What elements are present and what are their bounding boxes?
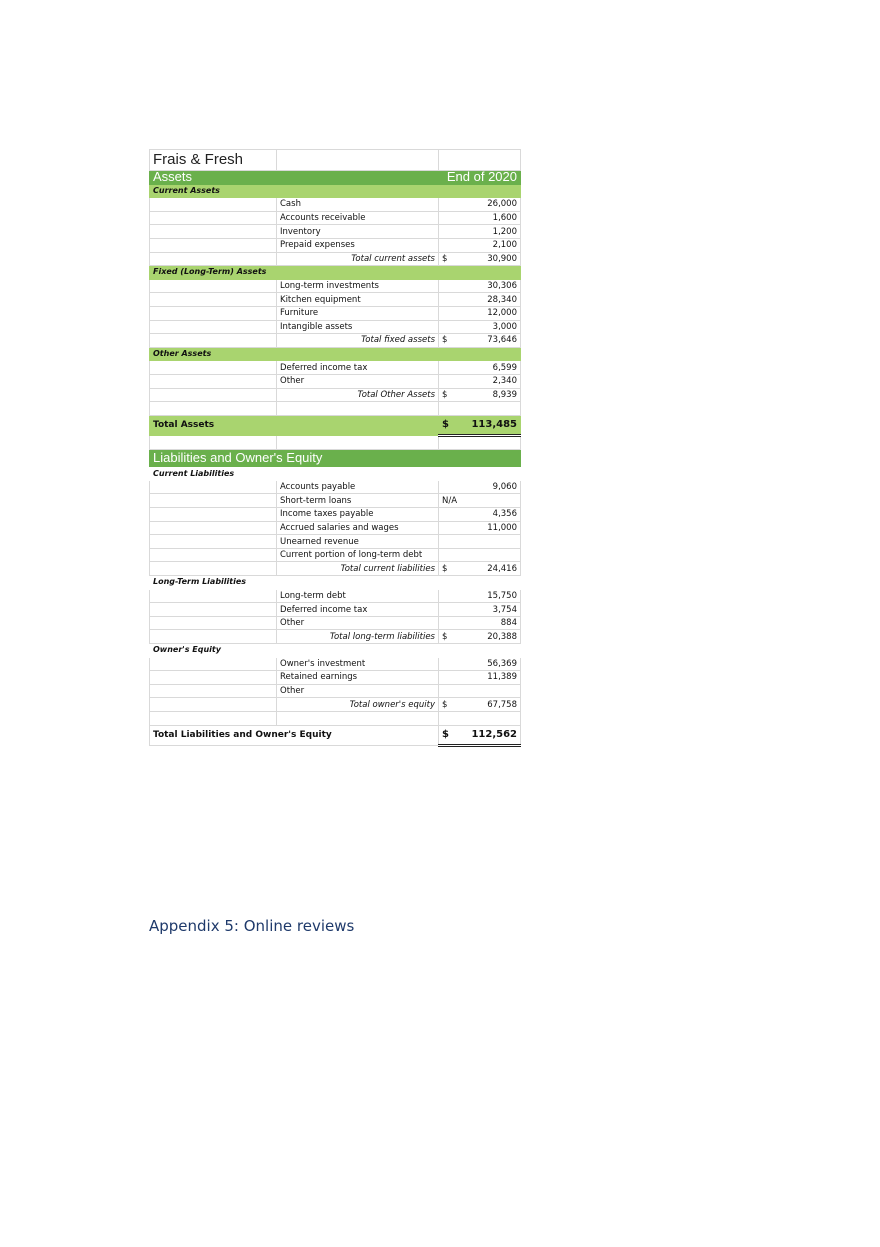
owners-equity-title: Owner's Equity (153, 645, 221, 655)
current-liabilities-total-cell (439, 562, 521, 576)
empty-cell (150, 435, 277, 450)
line-item-label: Kitchen equipment (277, 293, 439, 307)
empty-cell (150, 361, 277, 375)
current-assets-total-label: Total current assets (277, 252, 439, 266)
empty-cell (150, 508, 277, 522)
line-item-value: 26,000 (439, 198, 521, 212)
total-assets-value: 113,485 (471, 418, 517, 430)
current-assets-title: Current Assets (150, 184, 277, 198)
line-item-label: Income taxes payable (277, 508, 439, 522)
empty-cell (150, 698, 277, 712)
fixed-assets-title: Fixed (Long-Term) Assets (150, 266, 277, 280)
empty-cell (150, 225, 277, 239)
liabilities-header-row (150, 450, 521, 467)
current-liabilities-item-row (150, 508, 521, 522)
empty-cell (150, 671, 277, 685)
line-item-label: Long-term debt (277, 589, 439, 603)
owners-equity-total-row (150, 698, 521, 712)
empty-cell (439, 347, 521, 361)
current-assets-total-row (150, 252, 521, 266)
currency-symbol: $ (442, 699, 448, 710)
other-assets-total-value: 8,939 (492, 389, 517, 400)
total-assets-cell (439, 415, 521, 435)
other-assets-item-row (150, 361, 521, 375)
long-term-liabilities-item-row (150, 589, 521, 603)
spacer-row (150, 435, 521, 450)
current-assets-item-row (150, 211, 521, 225)
empty-cell (277, 415, 439, 435)
empty-cell (150, 388, 277, 402)
spacer-row (150, 711, 521, 725)
line-item-value: 11,000 (439, 521, 521, 535)
line-item-label: Deferred income tax (277, 603, 439, 617)
empty-cell (439, 467, 521, 481)
line-item-label: Intangible assets (277, 320, 439, 334)
currency-symbol: $ (442, 389, 448, 400)
line-item-value: 11,389 (439, 671, 521, 685)
line-item-value: 15,750 (439, 589, 521, 603)
fixed-assets-item-row (150, 320, 521, 334)
liabilities-title: Liabilities and Owner's Equity (150, 450, 521, 467)
empty-cell (150, 711, 277, 725)
empty-cell (150, 279, 277, 293)
currency-symbol: $ (442, 418, 449, 430)
line-item-label: Retained earnings (277, 671, 439, 685)
empty-cell (439, 435, 521, 450)
current-liabilities-item-row (150, 521, 521, 535)
empty-cell (439, 576, 521, 590)
empty-cell (150, 684, 277, 698)
line-item-value: 3,754 (439, 603, 521, 617)
line-item-value (439, 684, 521, 698)
line-item-value: 4,356 (439, 508, 521, 522)
company-row (150, 150, 521, 171)
total-assets-label: Total Assets (150, 415, 277, 435)
long-term-liabilities-title: Long-Term Liabilities (153, 577, 247, 587)
long-term-liabilities-total-row (150, 630, 521, 644)
long-term-liabilities-total-label: Total long-term liabilities (277, 630, 439, 644)
current-assets-item-row (150, 198, 521, 212)
empty-cell (150, 238, 277, 252)
assets-header-row (150, 171, 521, 185)
owners-equity-total-label: Total owner's equity (277, 698, 439, 712)
line-item-value: 1,600 (439, 211, 521, 225)
line-item-value: 1,200 (439, 225, 521, 239)
empty-cell (150, 521, 277, 535)
empty-cell (150, 252, 277, 266)
empty-cell (150, 211, 277, 225)
long-term-liabilities-item-row (150, 603, 521, 617)
line-item-label: Furniture (277, 306, 439, 320)
period-header: End of 2020 (439, 171, 521, 185)
empty-cell (277, 171, 439, 185)
line-item-label: Long-term investments (277, 279, 439, 293)
line-item-label: Inventory (277, 225, 439, 239)
empty-cell (150, 198, 277, 212)
empty-cell (150, 293, 277, 307)
long-term-liabilities-header-row (150, 576, 521, 590)
fixed-assets-item-row (150, 306, 521, 320)
currency-symbol: $ (442, 728, 449, 740)
line-item-label: Current portion of long-term debt (277, 548, 439, 562)
line-item-value (439, 535, 521, 549)
currency-symbol: $ (442, 631, 448, 642)
owners-equity-item-row (150, 684, 521, 698)
line-item-value: 28,340 (439, 293, 521, 307)
other-assets-total-label: Total Other Assets (277, 388, 439, 402)
line-item-value: 884 (439, 616, 521, 630)
line-item-value: 2,340 (439, 374, 521, 388)
line-item-label: Short-term loans (277, 494, 439, 508)
current-liabilities-header-row (150, 467, 521, 481)
total-assets (150, 415, 521, 435)
empty-cell (277, 402, 439, 416)
empty-cell (439, 266, 521, 280)
current-liabilities-total-label: Total current liabilities (277, 562, 439, 576)
spacer-row (150, 402, 521, 416)
empty-cell (277, 347, 439, 361)
current-assets-item-row (150, 238, 521, 252)
long-term-liabilities-total-cell (439, 630, 521, 644)
line-item-label: Deferred income tax (277, 361, 439, 375)
company-name: Frais & Fresh (150, 150, 277, 171)
empty-cell (277, 150, 439, 171)
current-liabilities-item-row (150, 548, 521, 562)
other-assets-title: Other Assets (150, 347, 277, 361)
empty-cell (150, 374, 277, 388)
current-liabilities-total-value: 24,416 (487, 563, 517, 574)
current-liabilities-item-row (150, 480, 521, 494)
current-liabilities-item-row (150, 494, 521, 508)
empty-cell (150, 589, 277, 603)
owners-equity-item-row (150, 657, 521, 671)
line-item-value (439, 548, 521, 562)
fixed-assets-header-row (150, 266, 521, 280)
current-assets-total-cell (439, 252, 521, 266)
owners-equity-header-row (150, 644, 521, 658)
line-item-label: Prepaid expenses (277, 238, 439, 252)
line-item-value: 2,100 (439, 238, 521, 252)
current-liabilities-title: Current Liabilities (153, 468, 235, 478)
empty-cell (150, 334, 277, 348)
line-item-value: 6,599 (439, 361, 521, 375)
total-liabilities-equity (150, 725, 521, 745)
empty-cell (439, 711, 521, 725)
total-liabilities-equity-label: Total Liabilities and Owner's Equity (150, 725, 439, 745)
empty-cell (277, 467, 439, 481)
total-liabilities-equity-value: 112,562 (471, 728, 517, 740)
line-item-label: Cash (277, 198, 439, 212)
empty-cell (150, 562, 277, 576)
line-item-label: Accounts payable (277, 480, 439, 494)
empty-cell (277, 435, 439, 450)
other-assets-total-cell (439, 388, 521, 402)
empty-cell (439, 150, 521, 171)
currency-symbol: $ (442, 335, 448, 346)
currency-symbol: $ (442, 253, 448, 264)
owners-equity-total-value: 67,758 (487, 699, 517, 710)
current-liabilities-total-row (150, 562, 521, 576)
empty-cell (277, 644, 439, 658)
empty-cell (150, 535, 277, 549)
empty-cell (150, 480, 277, 494)
line-item-note: N/A (439, 494, 521, 508)
empty-cell (439, 644, 521, 658)
other-assets-item-row (150, 374, 521, 388)
appendix-caption: Appendix 5: Online reviews (149, 917, 355, 935)
line-item-label: Other (277, 616, 439, 630)
empty-cell (277, 266, 439, 280)
owners-equity-total-cell (439, 698, 521, 712)
total-liabilities-equity-cell (439, 725, 521, 745)
other-assets-header-row (150, 347, 521, 361)
line-item-value: 12,000 (439, 306, 521, 320)
current-assets-header-row (150, 184, 521, 198)
empty-cell (439, 402, 521, 416)
current-liabilities-item-row (150, 535, 521, 549)
line-item-value: 9,060 (439, 480, 521, 494)
line-item-label: Unearned revenue (277, 535, 439, 549)
empty-cell (150, 603, 277, 617)
empty-cell (150, 616, 277, 630)
fixed-assets-item-row (150, 293, 521, 307)
empty-cell (150, 657, 277, 671)
empty-cell (277, 711, 439, 725)
empty-cell (439, 184, 521, 198)
fixed-assets-total-row (150, 334, 521, 348)
empty-cell (150, 306, 277, 320)
empty-cell (150, 402, 277, 416)
fixed-assets-total-value: 73,646 (487, 335, 517, 346)
empty-cell (150, 630, 277, 644)
line-item-label: Accrued salaries and wages (277, 521, 439, 535)
line-item-label: Other (277, 374, 439, 388)
current-assets-total-value: 30,900 (487, 253, 517, 264)
line-item-value: 3,000 (439, 320, 521, 334)
empty-cell (277, 576, 439, 590)
assets-title: Assets (150, 171, 277, 185)
current-assets-item-row (150, 225, 521, 239)
line-item-label: Accounts receivable (277, 211, 439, 225)
fixed-assets-item-row (150, 279, 521, 293)
balance-sheet-table (149, 149, 521, 747)
currency-symbol: $ (442, 563, 448, 574)
line-item-label: Other (277, 684, 439, 698)
line-item-label: Owner's investment (277, 657, 439, 671)
empty-cell (277, 184, 439, 198)
other-assets-total-row (150, 388, 521, 402)
line-item-value: 56,369 (439, 657, 521, 671)
fixed-assets-total-label: Total fixed assets (277, 334, 439, 348)
line-item-value: 30,306 (439, 279, 521, 293)
owners-equity-item-row (150, 671, 521, 685)
empty-cell (150, 320, 277, 334)
empty-cell (150, 494, 277, 508)
long-term-liabilities-item-row (150, 616, 521, 630)
fixed-assets-total-cell (439, 334, 521, 348)
long-term-liabilities-total-value: 20,388 (487, 631, 517, 642)
empty-cell (150, 548, 277, 562)
